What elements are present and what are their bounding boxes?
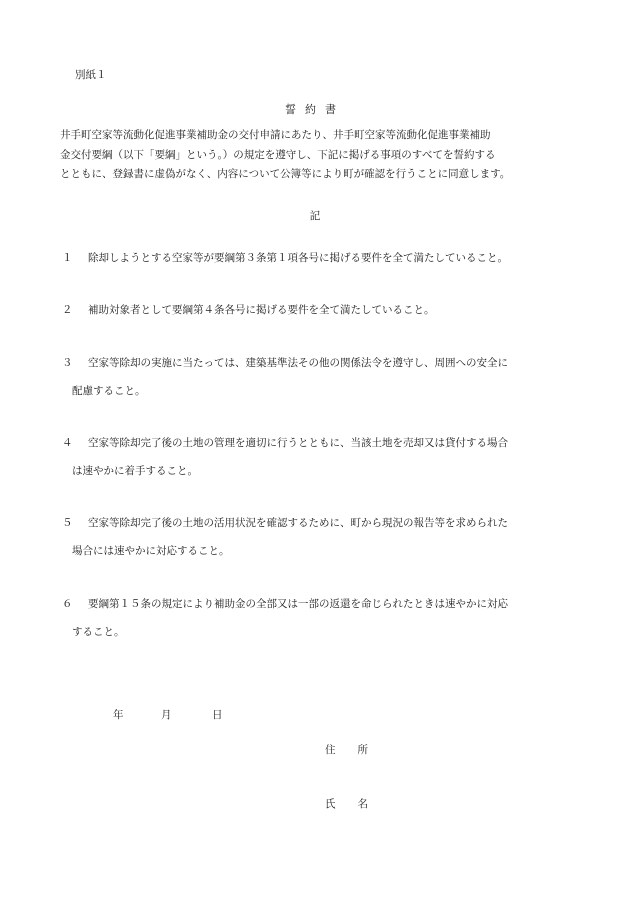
item-number: ２ (62, 304, 73, 316)
item-text-continued: 場合には速やかに対応すること。 (72, 545, 230, 557)
pledge-item-2 (62, 296, 602, 324)
intro-paragraph (60, 126, 600, 185)
pledge-item-6 (62, 590, 602, 646)
item-number: ３ (62, 357, 73, 369)
item-number: ４ (62, 437, 73, 449)
pledge-item-1 (62, 244, 602, 272)
item-text-continued: は速やかに着手すること。 (72, 465, 198, 477)
item-text-continued: すること。 (72, 626, 125, 638)
item-text: 要綱第１５条の規定により補助金の全部又は一部の返還を命じられたときは速やかに対応 (88, 598, 508, 610)
item-text: 空家等除却完了後の土地の活用状況を確認するために、町から現況の報告等を求められた (88, 517, 508, 529)
name-label: 氏名 (325, 798, 390, 810)
intro-line: 金交付要綱（以下「要綱」という。）の規定を遵守し、下記に掲げる事項のすべてを誓約する (60, 148, 496, 161)
item-number: ６ (62, 598, 73, 610)
intro-line: 井手町空家等流動化促進事業補助金の交付申請にあたり、井手町空家等流動化促進事業補助 (60, 129, 491, 141)
annex-label: 別紙１ (75, 69, 107, 81)
ki-heading: 記 (309, 210, 321, 222)
address-label: 住所 (325, 744, 390, 756)
item-number: １ (62, 252, 73, 264)
pledge-item-3 (62, 349, 602, 405)
item-text: 補助対象者として要綱第４条各号に掲げる要件を全て満たしていること。 (88, 304, 435, 316)
item-text: 空家等除却の実施に当たっては、建築基準法その他の関係法令を遵守し、周囲への安全に (88, 357, 508, 369)
pledge-item-4 (62, 429, 602, 485)
intro-line: とともに、登録書に虚偽がなく、内容について公簿等により町が確認を行うことに同意します。 (60, 168, 511, 180)
date-day-label: 日 (212, 709, 223, 721)
document-title: 誓約書 (285, 103, 345, 116)
date-month-label: 月 (161, 709, 172, 721)
item-text-continued: 配慮すること。 (72, 385, 146, 397)
item-text: 空家等除却完了後の土地の管理を適切に行うとともに、当該土地を売却又は貸付する場合 (88, 437, 508, 449)
date-year-label: 年 (113, 709, 124, 721)
item-number: ５ (62, 517, 73, 529)
item-text: 除却しようとする空家等が要綱第３条第１項各号に掲げる要件を全て満たしていること。 (88, 252, 508, 264)
pledge-item-5 (62, 509, 602, 565)
